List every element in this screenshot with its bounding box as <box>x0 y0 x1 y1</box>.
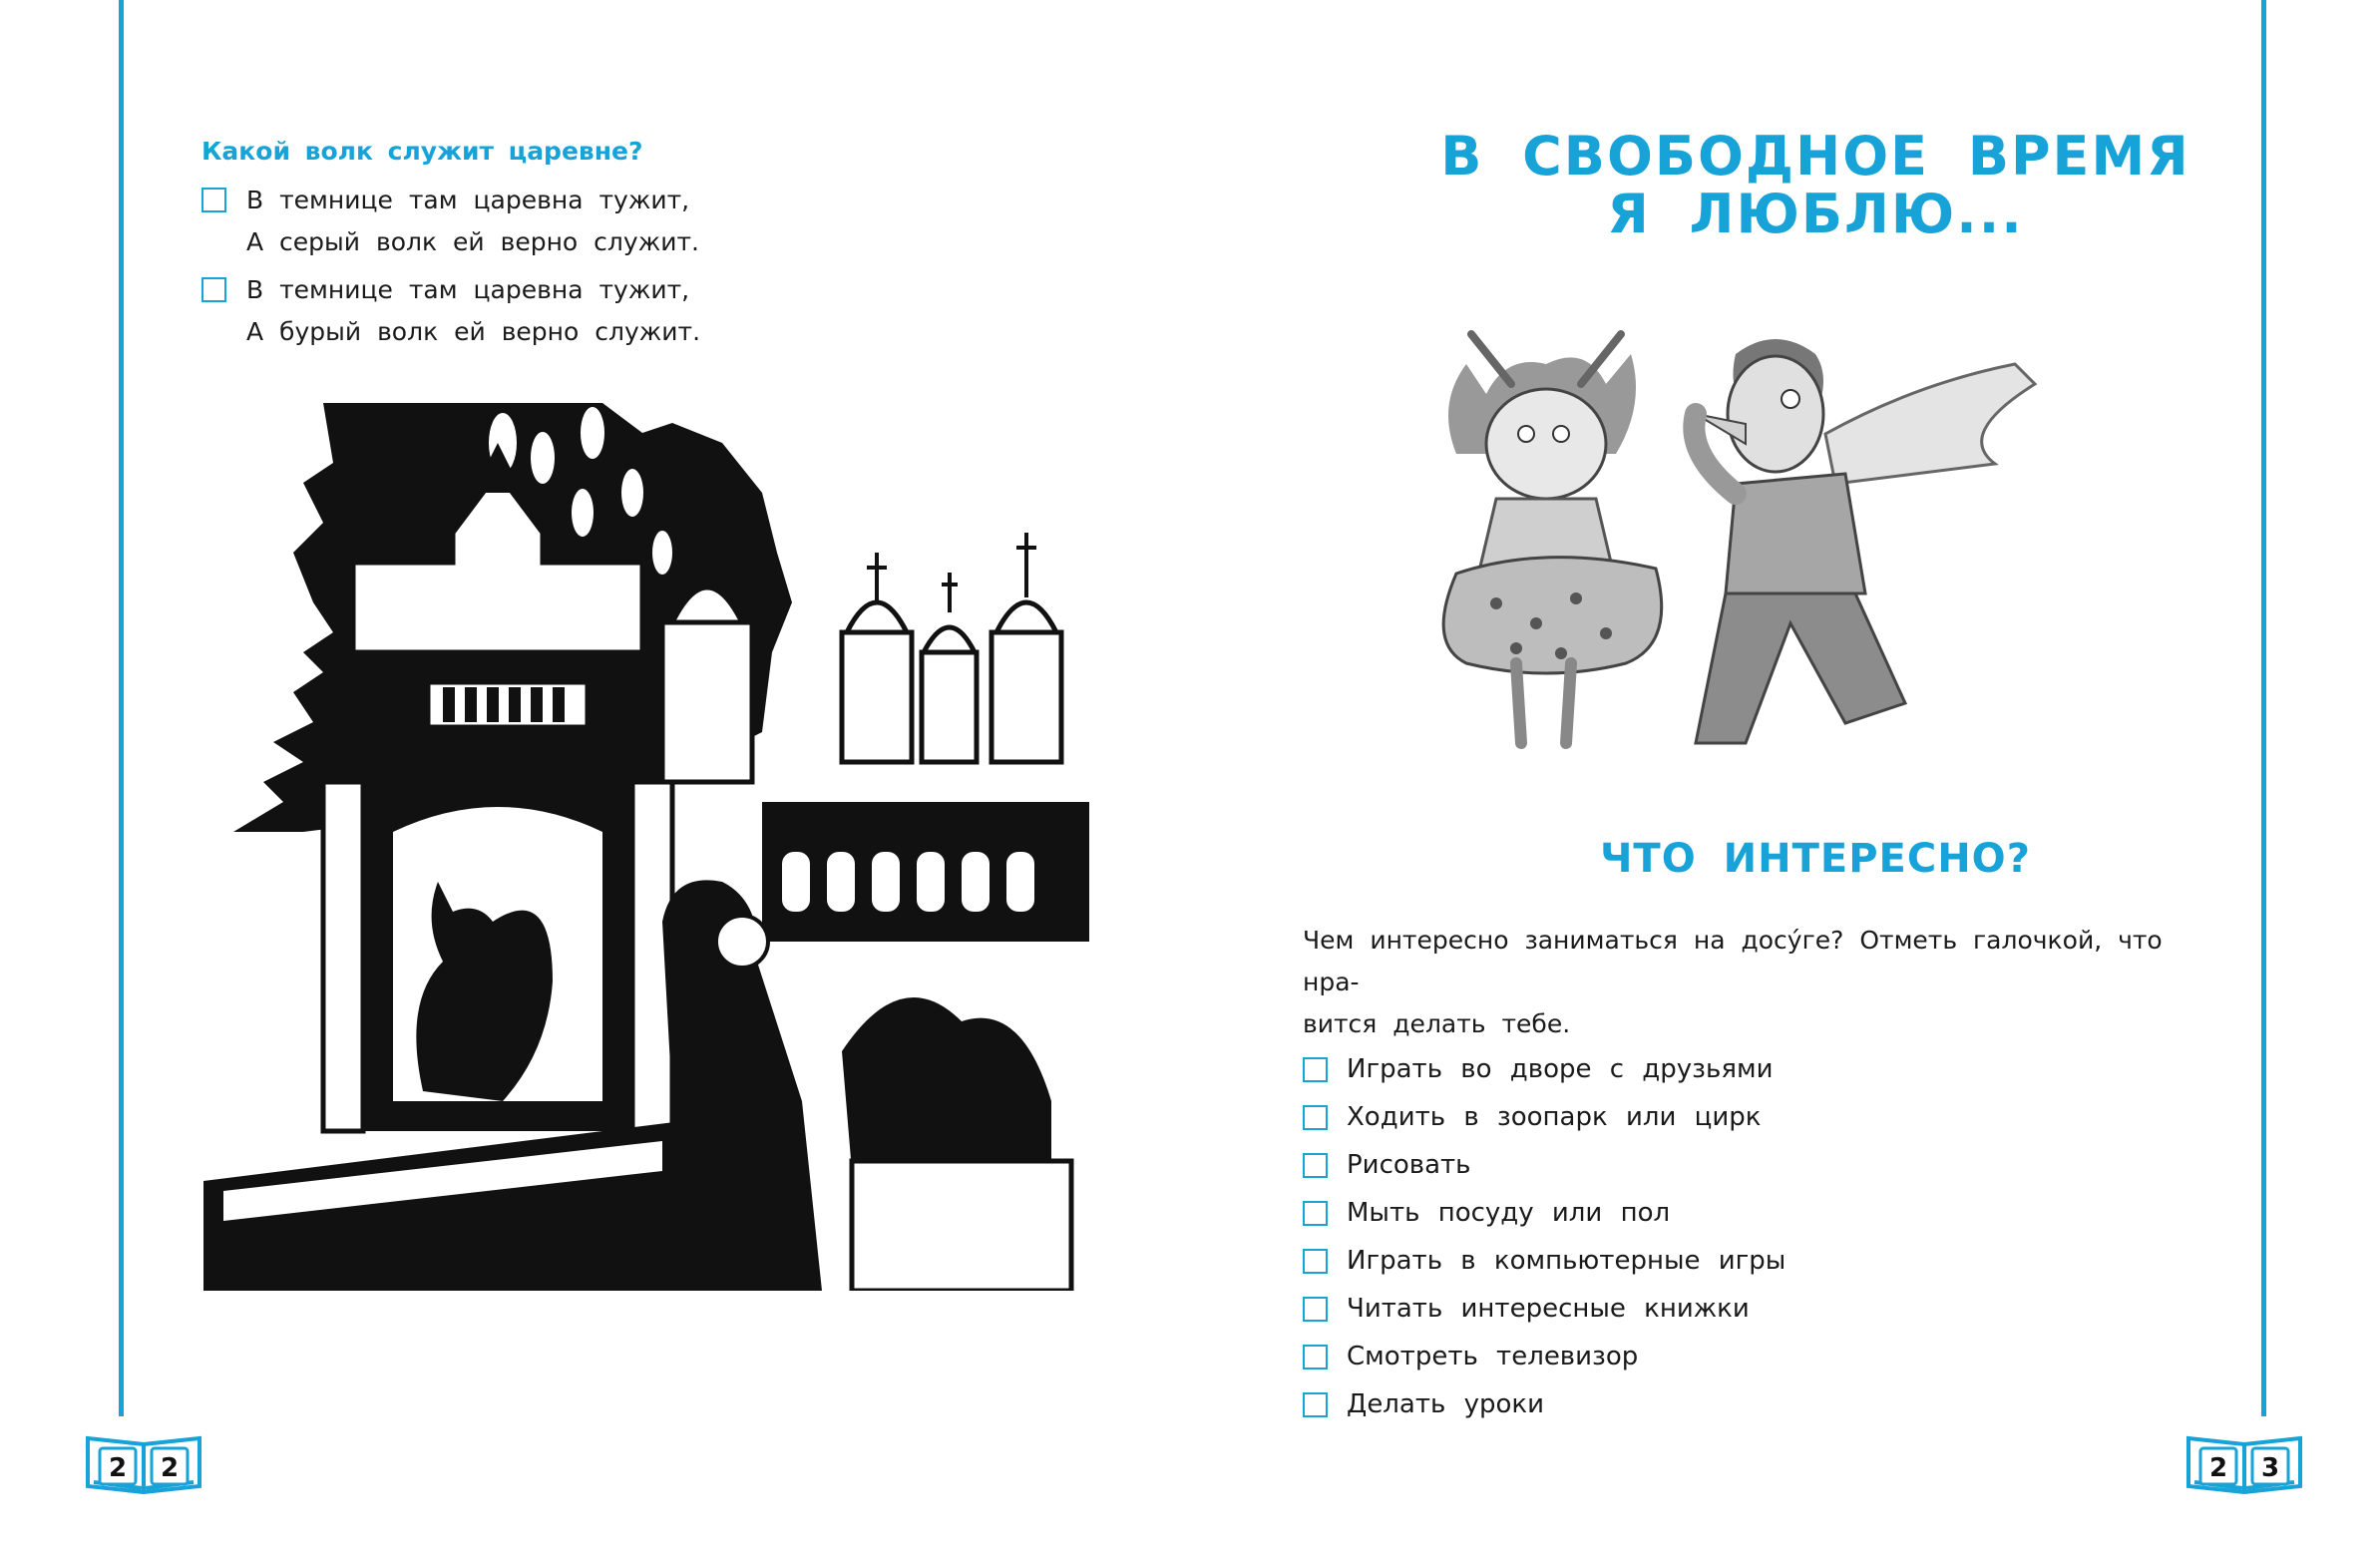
activity-item <box>1303 1049 1773 1089</box>
activity-label: Играть во дворе с друзьями <box>1347 1054 1774 1084</box>
activity-label: Играть в компьютерные игры <box>1347 1246 1786 1276</box>
checkbox-option-1[interactable] <box>201 188 226 212</box>
activity-label: Смотреть телевизор <box>1347 1342 1639 1371</box>
option-2-line-2: А бурый волк ей верно служит. <box>246 317 701 346</box>
activity-item <box>1303 1145 1471 1185</box>
section-title: ЧТО ИНТЕРЕСНО? <box>1600 836 2031 882</box>
boy-figure <box>1694 339 2035 743</box>
children-playing-illustration <box>1396 324 2155 793</box>
activity-label: Делать уроки <box>1347 1389 1544 1419</box>
activity-checkbox[interactable] <box>1303 1105 1328 1130</box>
page-title-line-2: Я ЛЮБЛЮ... <box>1607 183 2024 245</box>
fairy-tale-silhouette-illustration <box>203 403 1089 1291</box>
page-number-left <box>84 1428 203 1494</box>
activity-item <box>1303 1097 1761 1137</box>
question-title: Какой волк служит царевне? <box>201 137 643 166</box>
activity-checkbox[interactable] <box>1303 1297 1328 1322</box>
activity-checkbox[interactable] <box>1303 1201 1328 1226</box>
option-2-line-1: В темнице там царевна тужит, <box>246 275 690 304</box>
activity-label: Ходить в зоопарк или цирк <box>1347 1102 1762 1132</box>
option-1-line-2: А серый волк ей верно служит. <box>246 227 699 256</box>
page-number-digit-2: 3 <box>2260 1453 2280 1483</box>
intro-line-1: Чем интересно заниматься на досу́ге? Отметь галочкой, что нра- <box>1303 926 2163 996</box>
intro-text <box>1303 920 2200 1045</box>
answer-option-2 <box>201 269 700 353</box>
activity-checkbox[interactable] <box>1303 1345 1328 1369</box>
checkbox-option-2[interactable] <box>201 277 226 302</box>
activity-checkbox[interactable] <box>1303 1249 1328 1274</box>
activity-label: Рисовать <box>1347 1150 1471 1180</box>
girl-figure <box>1443 334 1662 743</box>
activity-item <box>1303 1289 1750 1329</box>
activity-label: Мыть посуду или пол <box>1347 1198 1671 1228</box>
page-number-digit-1: 2 <box>2208 1453 2228 1483</box>
activity-checkbox[interactable] <box>1303 1153 1328 1178</box>
page-number-digit-2: 2 <box>160 1453 180 1483</box>
left-page-border <box>119 0 124 1416</box>
option-1-line-1: В темнице там царевна тужит, <box>246 186 690 214</box>
activity-checkbox[interactable] <box>1303 1057 1328 1082</box>
page-number-digit-1: 2 <box>108 1453 128 1483</box>
answer-option-1 <box>201 180 699 263</box>
activity-item <box>1303 1384 1544 1424</box>
activity-item <box>1303 1241 1785 1281</box>
activity-checkbox[interactable] <box>1303 1392 1328 1417</box>
activity-item <box>1303 1337 1638 1376</box>
intro-line-2: вится делать тебе. <box>1303 1009 1571 1038</box>
activity-item <box>1303 1193 1670 1233</box>
page-title-line-1: В СВОБОДНОЕ ВРЕМЯ <box>1440 125 2190 188</box>
activity-label: Читать интересные книжки <box>1347 1294 1750 1324</box>
page-title <box>1277 125 2354 245</box>
page-number-right <box>2184 1428 2304 1494</box>
